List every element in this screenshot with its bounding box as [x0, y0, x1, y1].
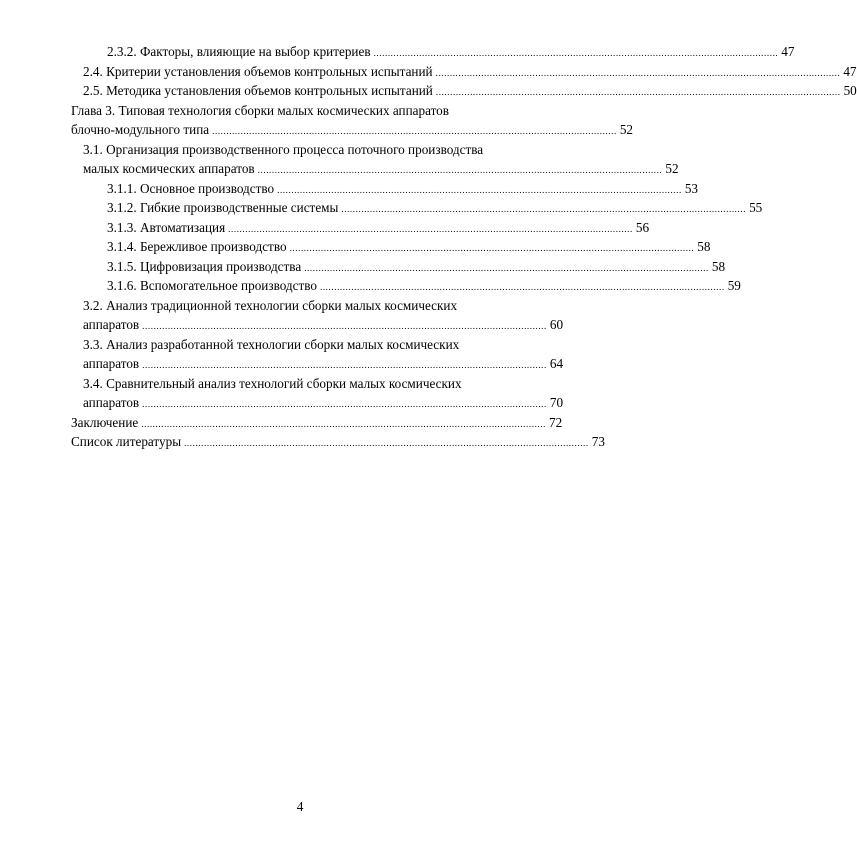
- toc-entry-title: 3.1.4. Бережливое производство: [107, 239, 287, 254]
- toc-entry-title-line1: 3.1. Организация производственного процесса поточного производства: [83, 141, 484, 157]
- toc-entry-3-1-4: [0, 237, 711, 257]
- toc-entry-3-1-2: [0, 198, 763, 218]
- toc-entry-title-line2: аппаратов: [83, 317, 140, 332]
- toc-entry-title-line2: аппаратов: [83, 395, 140, 410]
- toc-entry-page: 60: [549, 317, 564, 332]
- toc-entry-3-1-5: [0, 257, 726, 277]
- toc-entry-page: 58: [711, 258, 726, 274]
- toc-entry-chapter-3: [0, 101, 600, 121]
- toc-entry-3-3: [0, 335, 600, 355]
- toc-entry-chapter-3-cont: [0, 120, 634, 140]
- toc-entry-page: 52: [665, 161, 679, 176]
- toc-entry-page: 47: [843, 63, 857, 79]
- dot-leader: ..............................................................................................................................................: [277, 184, 682, 195]
- toc-entry-page: 50: [843, 83, 857, 98]
- dot-leader: ..............................................................................................................................................: [212, 126, 617, 136]
- toc-entry-page: 64: [549, 356, 564, 371]
- toc-entry-title: 3.1.3. Автоматизация: [107, 219, 226, 235]
- toc-entry-3-1-1: [0, 179, 698, 199]
- toc-entry-page: 52: [619, 122, 634, 137]
- dot-leader: ..............................................................................................................................................: [142, 321, 547, 331]
- toc-entry-title: 3.1.5. Цифровизация производства: [107, 258, 302, 274]
- toc-entry-3-2-cont: [0, 315, 600, 335]
- toc-entry-2-4: [0, 62, 857, 82]
- toc-entry-references: [0, 432, 605, 452]
- dot-leader: ..............................................................................................................................................: [289, 243, 695, 253]
- toc-entry-page: 47: [781, 44, 795, 59]
- toc-entry-3-2: [0, 296, 600, 316]
- toc-entry-title: 2.3.2. Факторы, влияющие на выбор критериев: [107, 44, 371, 59]
- toc-entry-title-line1: 3.3. Анализ разработанной технологии сборки малых космических: [83, 336, 460, 352]
- dot-leader: ..............................................................................................................................................: [228, 223, 633, 234]
- toc-entry-conclusion: [0, 413, 600, 433]
- toc-entry-page: 58: [697, 239, 711, 254]
- toc-entry-page: 56: [635, 219, 650, 235]
- dot-leader: ..............................................................................................................................................: [184, 438, 589, 448]
- toc-entry-3-1-3: [0, 218, 650, 238]
- dot-leader: ..............................................................................................................................................: [435, 67, 841, 78]
- toc-entry-title-line1: Глава 3. Типовая технология сборки малых космических аппаратов: [71, 102, 450, 118]
- toc-entry-2-3-2: [0, 42, 795, 62]
- toc-entry-3-4-cont: [0, 393, 600, 413]
- toc-entry-3-1: [0, 140, 600, 160]
- toc-entry-page: 59: [727, 278, 741, 293]
- dot-leader: ..............................................................................................................................................: [142, 399, 547, 409]
- toc-entry-title: Список литературы: [71, 434, 182, 449]
- toc-entry-title: 2.4. Критерии установления объемов контрольных испытаний: [83, 63, 433, 79]
- dot-leader: ..............................................................................................................................................: [257, 165, 663, 175]
- dot-leader: ..............................................................................................................................................: [304, 262, 709, 273]
- page-number: 4: [296, 799, 304, 814]
- toc-entry-page: 73: [591, 434, 605, 449]
- toc-entry-title: 2.5. Методика установления объемов контрольных испытаний: [83, 83, 433, 98]
- toc-entry-3-1-6: [0, 276, 741, 296]
- toc-entry-title: 3.1.2. Гибкие производственные системы: [107, 200, 339, 215]
- toc-entry-2-5: [0, 81, 857, 101]
- toc-entry-title-line1: 3.2. Анализ традиционной технологии сборки малых космических: [83, 297, 458, 313]
- table-of-contents: [0, 42, 857, 452]
- toc-entry-page: 72: [548, 414, 563, 430]
- toc-entry-page: 53: [684, 180, 698, 196]
- toc-entry-page: 55: [749, 200, 763, 215]
- dot-leader: ..............................................................................................................................................: [319, 282, 725, 292]
- toc-entry-title: Заключение: [71, 414, 139, 430]
- toc-entry-title-line2: блочно-модульного типа: [71, 122, 210, 137]
- toc-entry-3-4: [0, 374, 600, 394]
- toc-entry-title-line2: аппаратов: [83, 356, 140, 371]
- dot-leader: ..............................................................................................................................................: [142, 360, 547, 370]
- toc-entry-title-line2: малых космических аппаратов: [83, 161, 255, 176]
- dot-leader: ..............................................................................................................................................: [341, 204, 747, 214]
- toc-entry-3-1-cont: [0, 159, 679, 179]
- dot-leader: ..............................................................................................................................................: [141, 418, 546, 429]
- toc-entry-3-3-cont: [0, 354, 600, 374]
- dot-leader: ..............................................................................................................................................: [435, 87, 841, 97]
- toc-entry-title-line1: 3.4. Сравнительный анализ технологий сборки малых космических: [83, 375, 462, 391]
- toc-entry-page: 70: [549, 395, 564, 410]
- toc-entry-title: 3.1.6. Вспомогательное производство: [107, 278, 317, 293]
- dot-leader: ..............................................................................................................................................: [373, 48, 779, 58]
- toc-entry-title: 3.1.1. Основное производство: [107, 180, 275, 196]
